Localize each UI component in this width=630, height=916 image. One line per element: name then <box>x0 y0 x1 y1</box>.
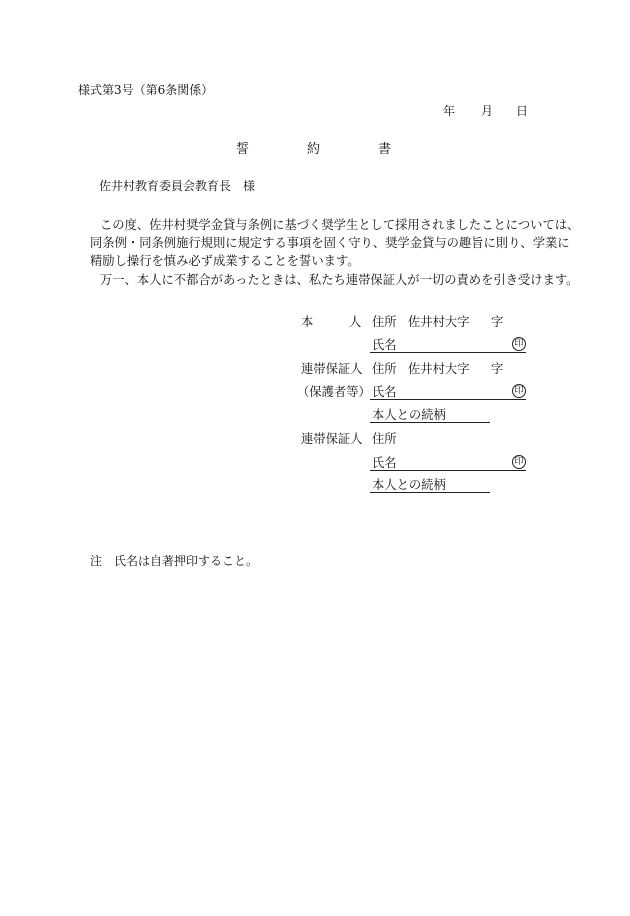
date-year-label: 年 <box>443 104 456 118</box>
guarantor2-relation-line <box>370 492 490 493</box>
title-char-3: 書 <box>378 142 392 157</box>
body-line-2: 同条例・同条例施行規則に規定する事項を固く守り、奨学金貸与の趣旨に則り、学業に <box>90 236 570 250</box>
principal-name-label: 氏名 <box>372 338 397 352</box>
guarantor1-role-sub: （保護者等） <box>297 385 371 399</box>
guarantor1-address-label: 住所 <box>372 362 397 376</box>
addressee: 佐井村教育委員会教育長 様 <box>99 179 256 193</box>
principal-address-value: 佐井村大字 <box>408 315 470 329</box>
guarantor1-name-line <box>370 399 526 400</box>
guarantor2-name-line <box>370 470 526 471</box>
guarantor2-role: 連帯保証人 <box>301 432 363 446</box>
principal-name-line <box>370 352 526 353</box>
guarantor2-seal-mark: 印 <box>512 455 526 469</box>
date-month-label: 月 <box>481 104 494 118</box>
guarantor1-aza-label: 字 <box>491 362 504 376</box>
body-line-1: この度、佐井村奨学金貸与条例に基づく奨学生として採用されましたことについては、 <box>100 218 580 232</box>
principal-address-label: 住所 <box>372 315 397 329</box>
principal-role-char-1: 本 <box>301 315 314 329</box>
guarantor2-relation-label: 本人との続柄 <box>372 478 446 492</box>
form-number: 様式第3号（第6条関係） <box>78 83 214 97</box>
body-line-3: 精励し操行を慎み必ず成業することを誓います。 <box>90 254 360 268</box>
guarantor1-relation-label: 本人との続柄 <box>372 408 446 422</box>
principal-role-char-2: 人 <box>349 315 362 329</box>
body-line-4: 万一、本人に不都合があったときは、私たち連帯保証人が一切の責めを引き受けます。 <box>100 273 579 287</box>
guarantor1-relation-line <box>370 422 490 423</box>
date-day-label: 日 <box>516 104 529 118</box>
guarantor1-address-value: 佐井村大字 <box>408 362 470 376</box>
guarantor2-name-label: 氏名 <box>372 456 397 470</box>
title-char-1: 誓 <box>236 142 250 157</box>
guarantor2-address-label: 住所 <box>372 432 397 446</box>
guarantor1-seal-mark: 印 <box>512 384 526 398</box>
guarantor1-name-label: 氏名 <box>372 385 397 399</box>
principal-aza-label: 字 <box>491 315 504 329</box>
signature-note: 注 氏名は自著押印すること。 <box>90 554 259 568</box>
guarantor1-role: 連帯保証人 <box>301 362 363 376</box>
title-char-2: 約 <box>307 142 321 157</box>
principal-seal-mark: 印 <box>512 337 526 351</box>
